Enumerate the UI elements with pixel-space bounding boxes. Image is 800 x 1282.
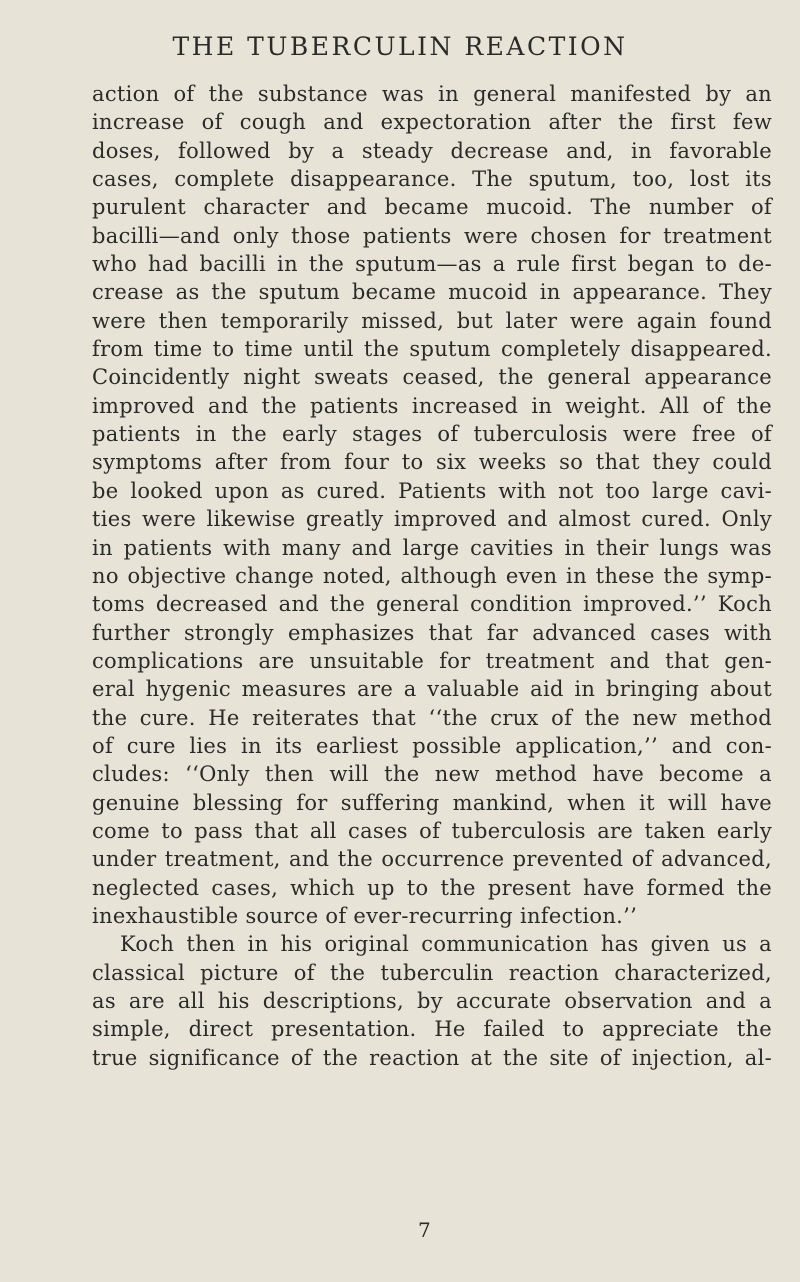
text-line: the cure. He reiterates that ‘‘the crux of the new method	[92, 705, 772, 730]
running-head: THE TUBERCULIN REACTION	[172, 32, 628, 61]
text-line: in patients with many and large cavities in their lungs was	[92, 535, 772, 560]
body-text	[92, 80, 772, 1072]
text-line: simple, direct presentation. He failed to appreciate the	[92, 1017, 772, 1042]
text-line: as are all his descriptions, by accurate observation and a	[92, 989, 772, 1013]
text-line: crease as the sputum became mucoid in appearance. They	[92, 280, 772, 305]
text-line: cludes: ‘‘Only then will the new method have become a	[92, 762, 772, 787]
paragraph-2	[92, 930, 772, 1072]
text-line: who had bacilli in the sputum—as a rule first began to de-	[92, 252, 772, 277]
text-line: inexhaustible source of ever-recurring infection.’’	[92, 903, 638, 928]
text-line: toms decreased and the general condition improved.’’ Koch	[92, 592, 772, 617]
text-line: come to pass that all cases of tuberculosis are taken early	[92, 818, 772, 843]
text-line: action of the substance was in general manifested by an	[92, 82, 772, 106]
paragraph-1	[92, 80, 772, 930]
text-line: patients in the early stages of tuberculosis were free of	[92, 422, 772, 447]
text-line: bacilli—and only those patients were chosen for treatment	[92, 223, 772, 248]
text-line: improved and the patients increased in weight. All of the	[92, 393, 772, 418]
text-line: were then temporarily missed, but later were again found	[92, 308, 772, 333]
text-line: doses, followed by a steady decrease and, in favorable	[92, 138, 772, 163]
text-line: further strongly emphasizes that far advanced cases with	[92, 620, 772, 645]
text-line: neglected cases, which up to the present have formed the	[92, 875, 772, 900]
text-line: Coincidently night sweats ceased, the general appearance	[92, 365, 772, 390]
text-line: symptoms after from four to six weeks so that they could	[92, 450, 772, 475]
page-number: 7	[418, 1218, 431, 1242]
text-line: cases, complete disappearance. The sputum, too, lost its	[92, 167, 772, 192]
text-line: eral hygenic measures are a valuable aid in bringing about	[92, 677, 772, 702]
text-line: classical picture of the tuberculin reaction characterized,	[92, 960, 772, 985]
text-line: genuine blessing for suffering mankind, when it will have	[92, 790, 772, 815]
text-line: purulent character and became mucoid. The number of	[92, 195, 772, 220]
text-line: complications are unsuitable for treatment and that gen-	[92, 648, 772, 673]
text-line: no objective change noted, although even in these the symp-	[92, 563, 772, 588]
text-line: Koch then in his original communication has given us a	[120, 932, 772, 957]
text-line: from time to time until the sputum completely disappeared.	[92, 337, 772, 362]
text-line: of cure lies in its earliest possible application,’’ and con-	[92, 733, 772, 758]
text-line: ties were likewise greatly improved and almost cured. Only	[92, 507, 772, 532]
text-line: true significance of the reaction at the site of injection, al-	[92, 1045, 772, 1070]
text-line: be looked upon as cured. Patients with not too large cavi-	[92, 478, 772, 503]
text-line: under treatment, and the occurrence prevented of advanced,	[92, 847, 772, 872]
text-line: increase of cough and expectoration after the first few	[92, 110, 772, 135]
